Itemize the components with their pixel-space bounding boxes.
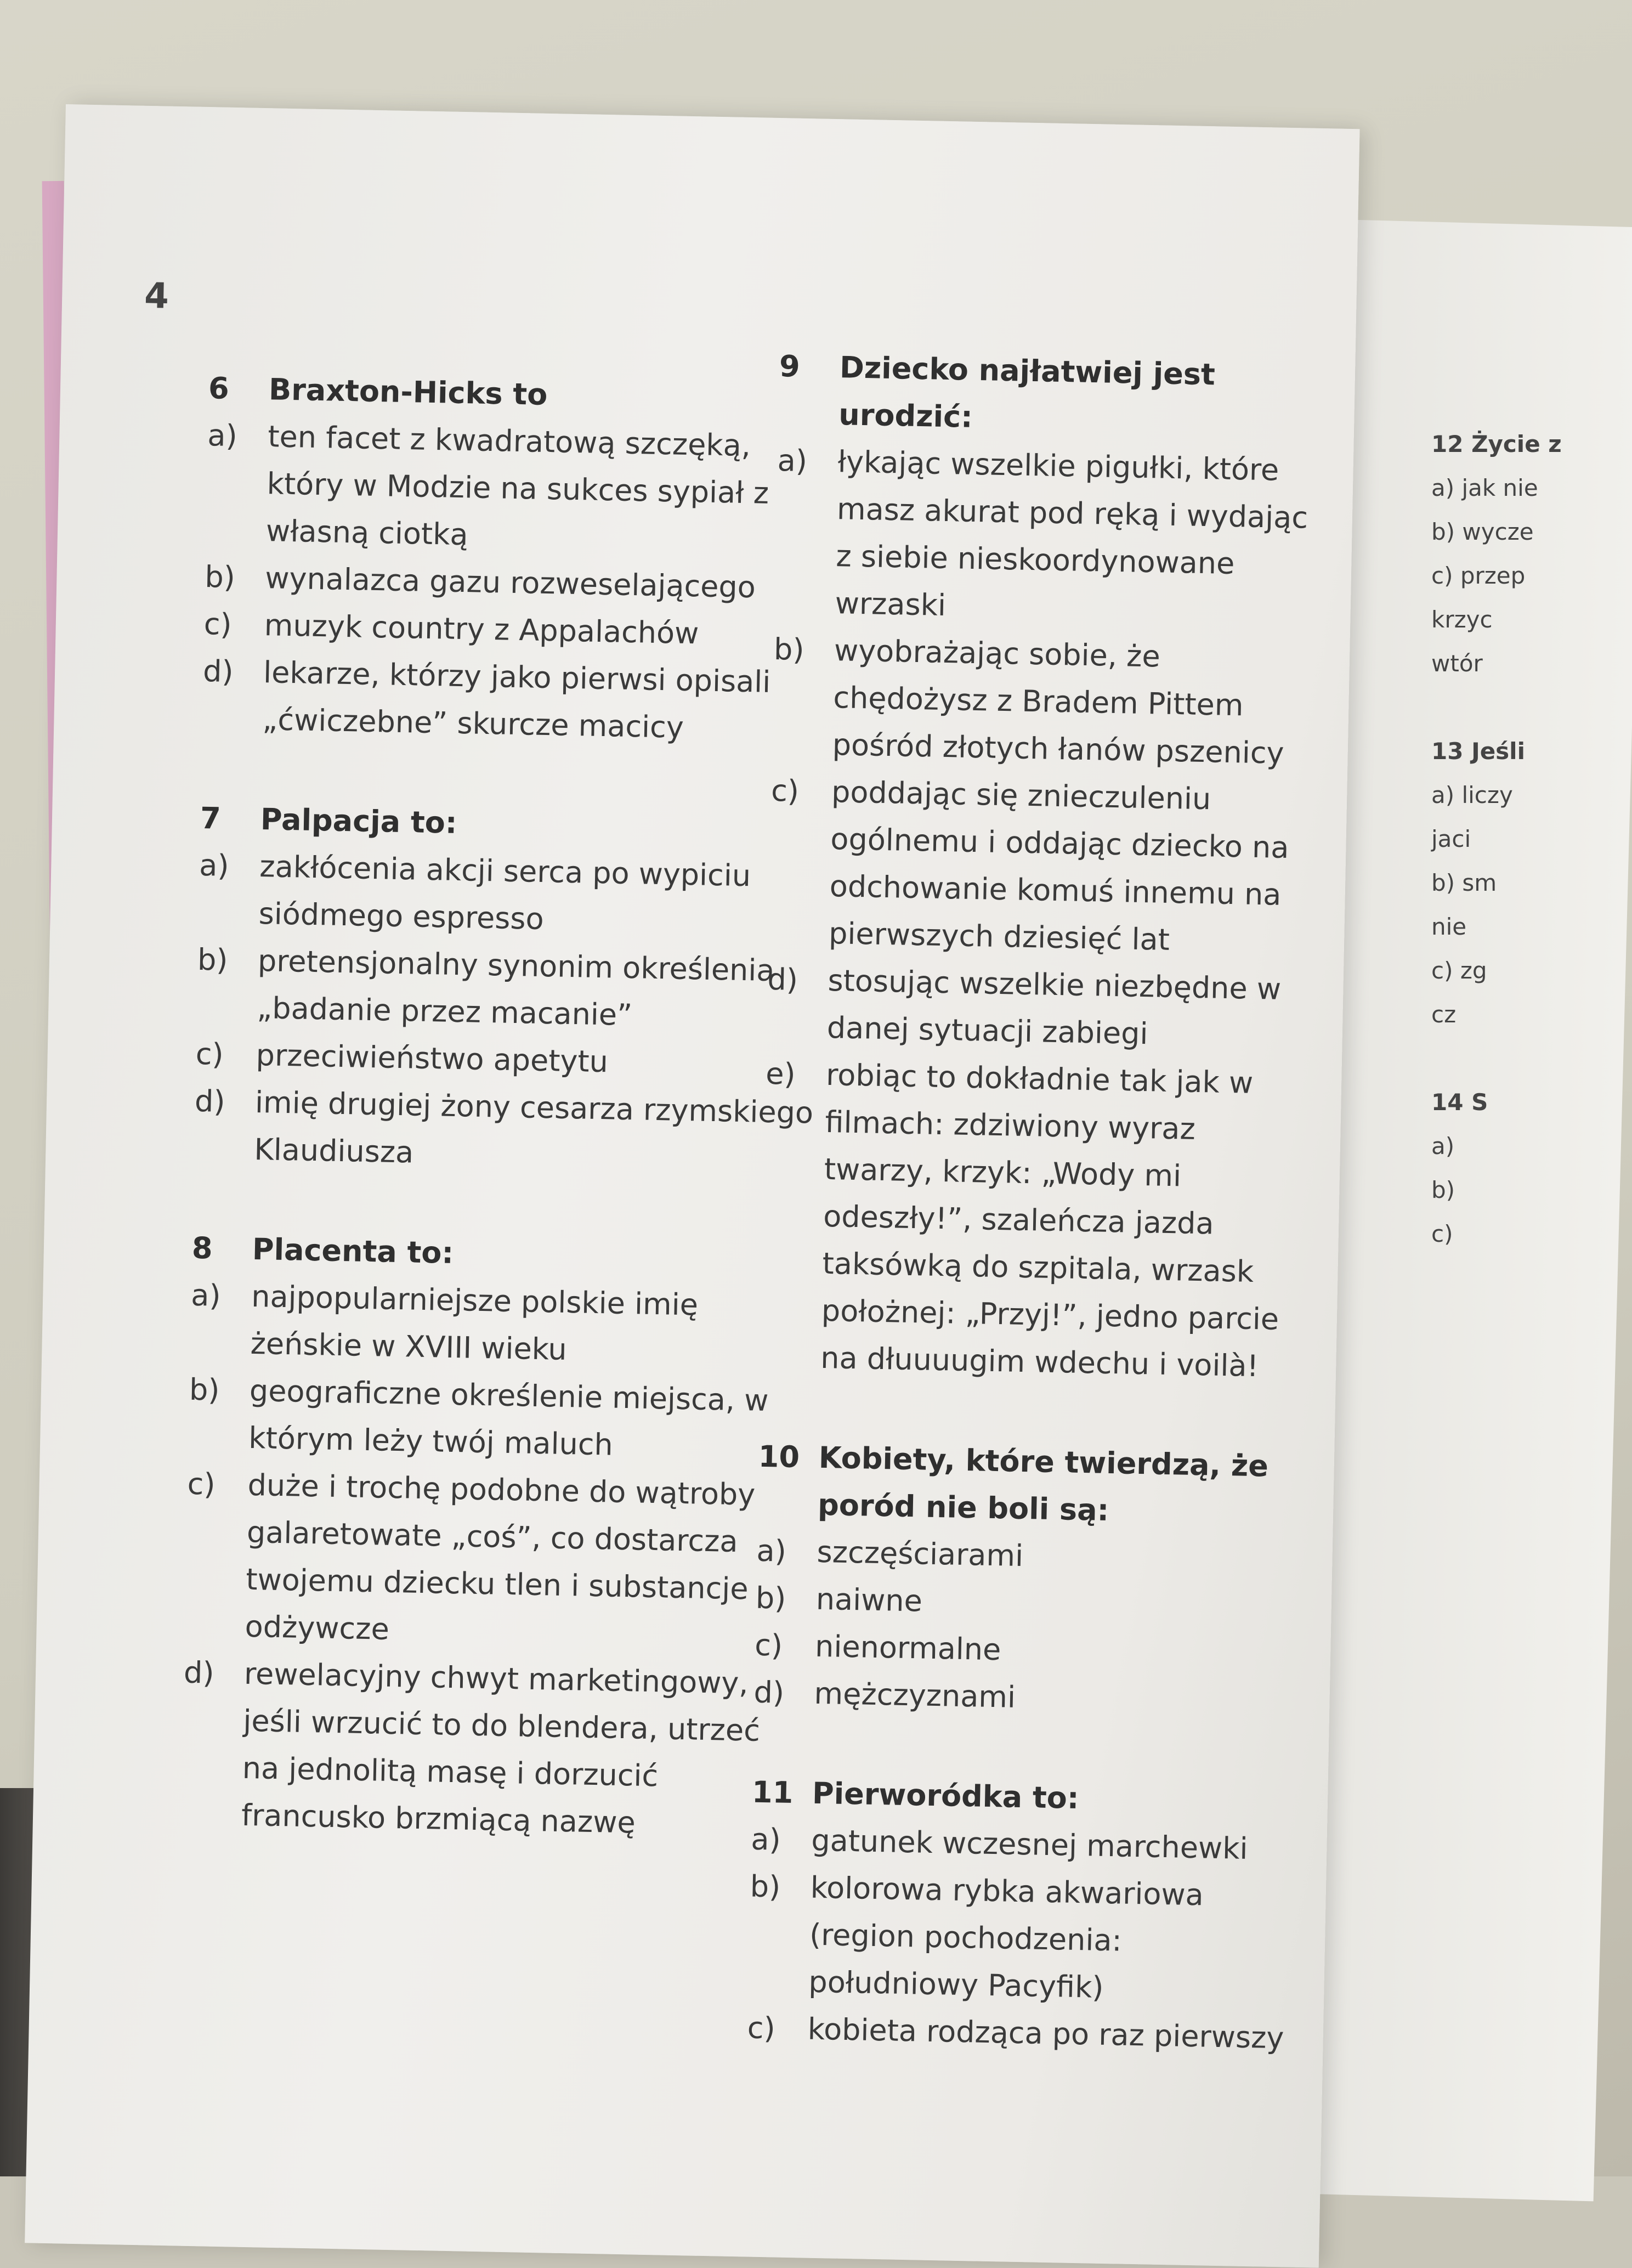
question-text: Braxton-Hicks to (268, 372, 548, 412)
answer-option (205, 412, 828, 565)
question-number: 9 (779, 349, 801, 384)
option-letter: b) (204, 559, 236, 595)
option-letter: b) (750, 1869, 781, 1904)
question-number: 8 (191, 1230, 213, 1266)
option-letter: c) (203, 607, 233, 642)
option-letter: c) (754, 1627, 783, 1663)
option-letter: a) (756, 1533, 787, 1569)
question-number: 10 (758, 1439, 800, 1475)
option-text: poddając się znieczuleniu ogólnemu i oddając dziecko na odchowanie komuś innemu na pierwszych dziesięć lat (828, 774, 1289, 957)
option-letter: d) (202, 653, 234, 689)
option-letter: b) (773, 631, 805, 668)
option-text: robiąc to dokładnie tak jak w filmach: zdziwiony wyraz twarzy, krzyk: „Wody mi odeszły!”, szaleńcza jazda taksówką do szpitala, wrzask położnej: „Przyj!”, jedno parcie na dłuuuugim wdechu i voilà! (820, 1057, 1279, 1384)
right-page-line: a) liczy (1431, 782, 1513, 808)
option-letter: b) (189, 1372, 220, 1407)
right-page-line: cz (1431, 1001, 1457, 1028)
question-block (753, 1433, 1307, 1727)
page-number: 4 (144, 275, 169, 317)
answer-option (194, 1078, 815, 1184)
question-number: 11 (751, 1774, 794, 1811)
answer-option (196, 936, 818, 1043)
right-page-line: b) sm (1431, 869, 1497, 896)
right-page-line: krzyc (1431, 606, 1493, 633)
option-text: lekarze, którzy jako pierwsi opisali „ćwiczebne” skurcze macicy (262, 655, 771, 745)
option-letter: b) (197, 942, 229, 977)
right-page-line: c) (1431, 1220, 1453, 1247)
answer-option (198, 842, 819, 948)
option-text: duże i trochę podobne do wątroby galaretowate „coś”, co dostarcza twojemu dziecku tlen i substancje odżywcze (245, 1467, 756, 1647)
option-text: muzyk country z Appalachów (264, 608, 699, 651)
left-column (180, 365, 829, 1902)
answer-option (202, 648, 823, 754)
answer-option (188, 1366, 809, 1473)
option-letter: c) (747, 2010, 776, 2046)
option-letter: a) (207, 418, 238, 454)
question-block (747, 1769, 1301, 2062)
question-number: 6 (208, 371, 230, 406)
option-letter: c) (770, 773, 800, 808)
question-title (757, 1433, 1307, 1538)
option-letter: a) (190, 1277, 222, 1313)
option-text: łykając wszelkie pigułki, które masz akurat pod ręką i wydając z siebie nieskoordynowane wrzaski (835, 444, 1308, 623)
question-block (760, 343, 1328, 1391)
right-page-line: nie (1431, 913, 1467, 940)
question-block (180, 1225, 812, 1850)
right-page-line (1431, 686, 1632, 729)
question-block (202, 365, 829, 754)
option-letter: d) (183, 1655, 215, 1690)
option-text: nienormalne (814, 1628, 1001, 1667)
option-letter: d) (194, 1083, 226, 1119)
answer-option (190, 1272, 811, 1378)
question-text: Kobiety, które twierdzą, że poród nie boli są: (817, 1440, 1269, 1528)
right-page-line: jaci (1431, 825, 1471, 852)
right-page-line: wtór (1431, 650, 1483, 677)
answer-option (748, 1863, 1299, 2015)
answer-option (184, 1461, 807, 1661)
option-letter: e) (765, 1056, 796, 1091)
question-number: 7 (200, 800, 222, 836)
option-text: naiwne (815, 1581, 923, 1619)
option-letter: d) (767, 962, 798, 997)
option-text: najpopularniejsze polskie imię żeńskie w XVIII wieku (250, 1279, 699, 1367)
option-text: rewelacyjny chwyt marketingowy, jeśli wrzucić to do blendera, utrzeć na jednolitą masę i dorzucić francusko brzmiącą nazwę (241, 1656, 761, 1840)
option-text: pretensjonalny synonim określenia „badanie przez macanie” (256, 943, 775, 1033)
right-page-line: c) zg (1431, 957, 1487, 984)
option-text: ten facet z kwadratową szczęką, który w Modzie na sukces sypiał z własną ciotką (265, 419, 769, 552)
option-letter: a) (777, 443, 808, 479)
question-text: Pierworódka to: (812, 1775, 1080, 1816)
option-text: imię drugiej żony cesarza rzymskiego Klaudiusza (253, 1084, 814, 1170)
answer-option (768, 767, 1319, 966)
right-page-line: 12 Życie z (1431, 431, 1562, 457)
question-text: Placenta to: (252, 1231, 454, 1270)
option-text: geograficzne określenie miejsca, w którym leży twój maluch (248, 1373, 769, 1462)
answer-option (766, 956, 1316, 1061)
option-text: gatunek wczesnej marchewki (811, 1823, 1249, 1866)
question-block (194, 795, 820, 1184)
option-letter: d) (753, 1675, 785, 1710)
option-text: stosując wszelkie niezbędne w danej sytuacji zabiegi (826, 963, 1282, 1051)
left-page (25, 104, 1359, 2268)
option-text: zakłócenia akcji serca po wypiciu siódmego espresso (258, 849, 751, 937)
question-title (778, 343, 1328, 448)
right-page-line: a) jak nie (1431, 474, 1538, 501)
right-page-line: b) (1431, 1177, 1455, 1203)
option-text: kolorowa rybka akwariowa (region pochodzenia: południowy Pacyfik) (808, 1870, 1204, 2005)
question-text: Palpacja to: (260, 802, 458, 840)
answer-option (180, 1649, 803, 1850)
right-page-line: a) (1431, 1133, 1455, 1160)
option-letter: c) (187, 1466, 216, 1502)
answer-option (760, 1050, 1314, 1391)
middle-column (746, 343, 1328, 2115)
question-text: Dziecko najłatwiej jest urodzić: (838, 350, 1216, 434)
option-text: przeciwieństwo apetytu (256, 1037, 609, 1079)
option-letter: a) (750, 1822, 781, 1857)
answer-option (774, 437, 1326, 636)
right-page-text (1431, 422, 1632, 1256)
option-letter: a) (199, 847, 230, 883)
option-letter: c) (195, 1036, 224, 1072)
option-letter: b) (755, 1580, 786, 1616)
right-page-line (1431, 1037, 1632, 1081)
option-text: wyobrażając sobie, że chędożysz z Bradem Pittem pośród złotych łanów pszenicy (832, 633, 1285, 771)
right-page-line: 14 S (1431, 1089, 1488, 1116)
option-text: kobieta rodząca po raz pierwszy (807, 2011, 1284, 2056)
answer-option (772, 626, 1323, 778)
right-page-line: 13 Jeśli (1431, 738, 1525, 765)
option-text: wynalazca gazu rozweselającego (264, 561, 756, 605)
option-text: mężczyznami (814, 1676, 1016, 1715)
right-page-line: b) wycze (1431, 518, 1534, 545)
right-page-line: c) przep (1431, 562, 1526, 589)
option-text: szczęściarami (816, 1534, 1024, 1574)
